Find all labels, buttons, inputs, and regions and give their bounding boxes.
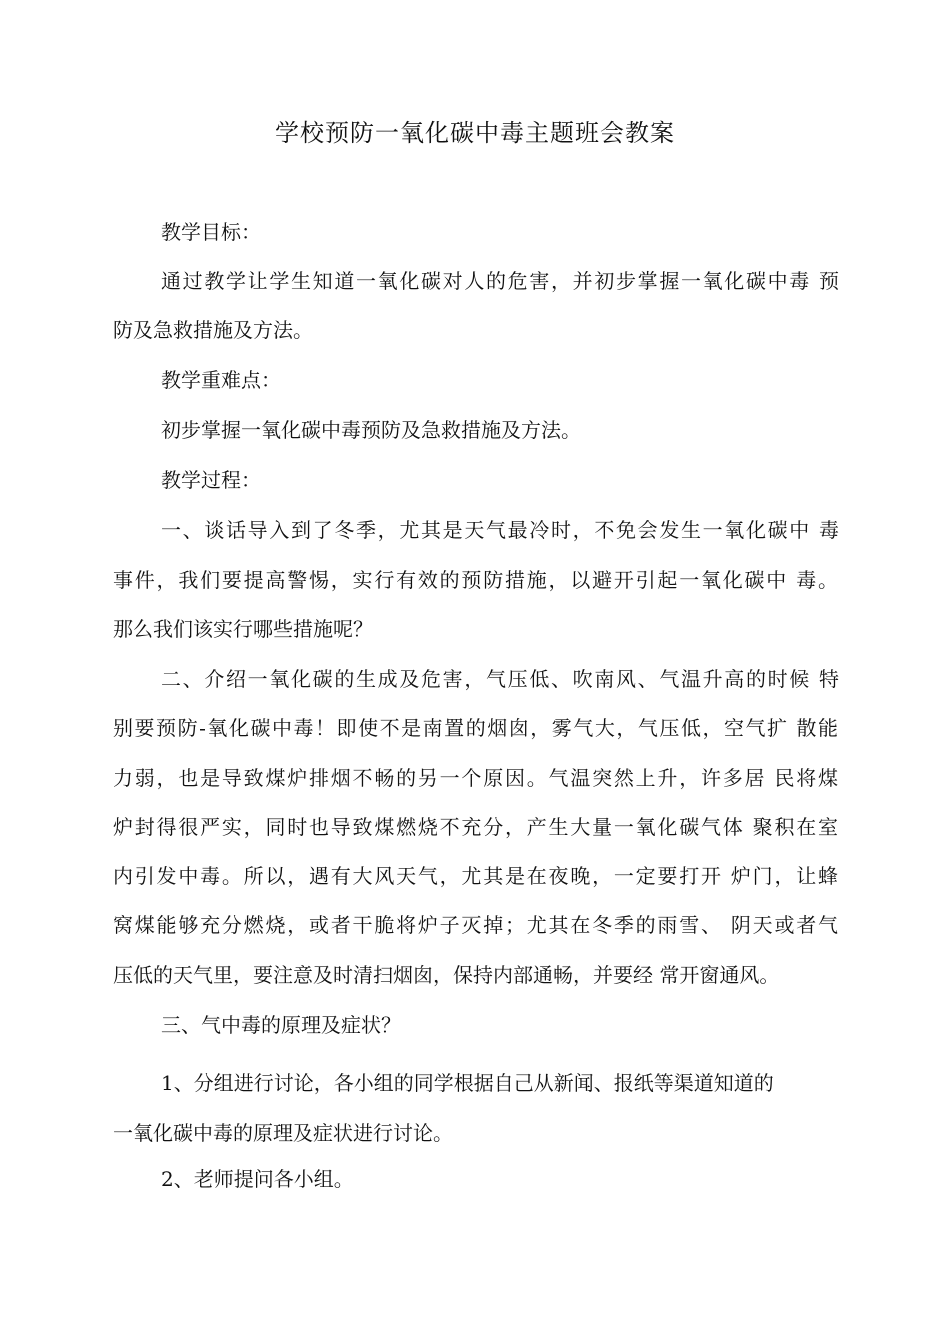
paragraph-line: 二、介绍一氧化碳的生成及危害，气压低、吹南风、气温升高的时候 特 — [161, 667, 839, 691]
section-heading-objectives: 教学目标： — [161, 220, 261, 244]
section-heading-process: 教学过程： — [161, 468, 261, 492]
paragraph-line: 力弱，也是导致煤炉排烟不畅的另一个原因。气温突然上升，许多居 民将煤 — [113, 766, 838, 790]
paragraph-line: 一氧化碳中毒的原理及症状进行讨论。 — [113, 1121, 453, 1145]
paragraph-line: 1、分组进行讨论，各小组的同学根据自己从新闻、报纸等渠道知道的 — [161, 1071, 774, 1095]
paragraph-line: 压低的天气里，要注意及时清扫烟囱，保持内部通畅，并要经 常开窗通风。 — [113, 963, 780, 987]
section-heading-key-points: 教学重难点： — [161, 368, 281, 392]
section-heading-principles: 三、气中毒的原理及症状？ — [161, 1013, 401, 1037]
paragraph-line: 窝煤能够充分燃烧，或者干脆将炉子灭掉；尤其在冬季的雨雪、 阴天或者气 — [113, 913, 838, 937]
paragraph-line: 一、谈话导入到了冬季，尤其是天气最冷时，不免会发生一氧化碳中 毒 — [161, 518, 839, 542]
paragraph-line: 那么我们该实行哪些措施呢？ — [113, 617, 373, 641]
paragraph-line: 通过教学让学生知道一氧化碳对人的危害，并初步掌握一氧化碳中毒 预 — [161, 269, 839, 293]
paragraph-line: 2、老师提问各小组。 — [161, 1167, 354, 1191]
paragraph-line: 防及急救措施及方法。 — [113, 318, 313, 342]
paragraph-line: 初步掌握一氧化碳中毒预防及急救措施及方法。 — [161, 418, 581, 442]
paragraph-line: 别要预防-氧化碳中毒！即使不是南置的烟囱，雾气大，气压低，空气扩 散能 — [113, 716, 838, 740]
paragraph-line: 内引发中毒。所以，遇有大风天气，尤其是在夜晚，一定要打开 炉门，让蜂 — [113, 864, 838, 888]
paragraph-line: 事件，我们要提高警惕，实行有效的预防措施，以避开引起一氧化碳中 毒。 — [113, 568, 838, 592]
paragraph-line: 炉封得很严实，同时也导致煤燃烧不充分，产生大量一氧化碳气体 聚积在室 — [113, 815, 838, 839]
document-title: 学校预防一氧化碳中毒主题班会教案 — [275, 119, 675, 147]
